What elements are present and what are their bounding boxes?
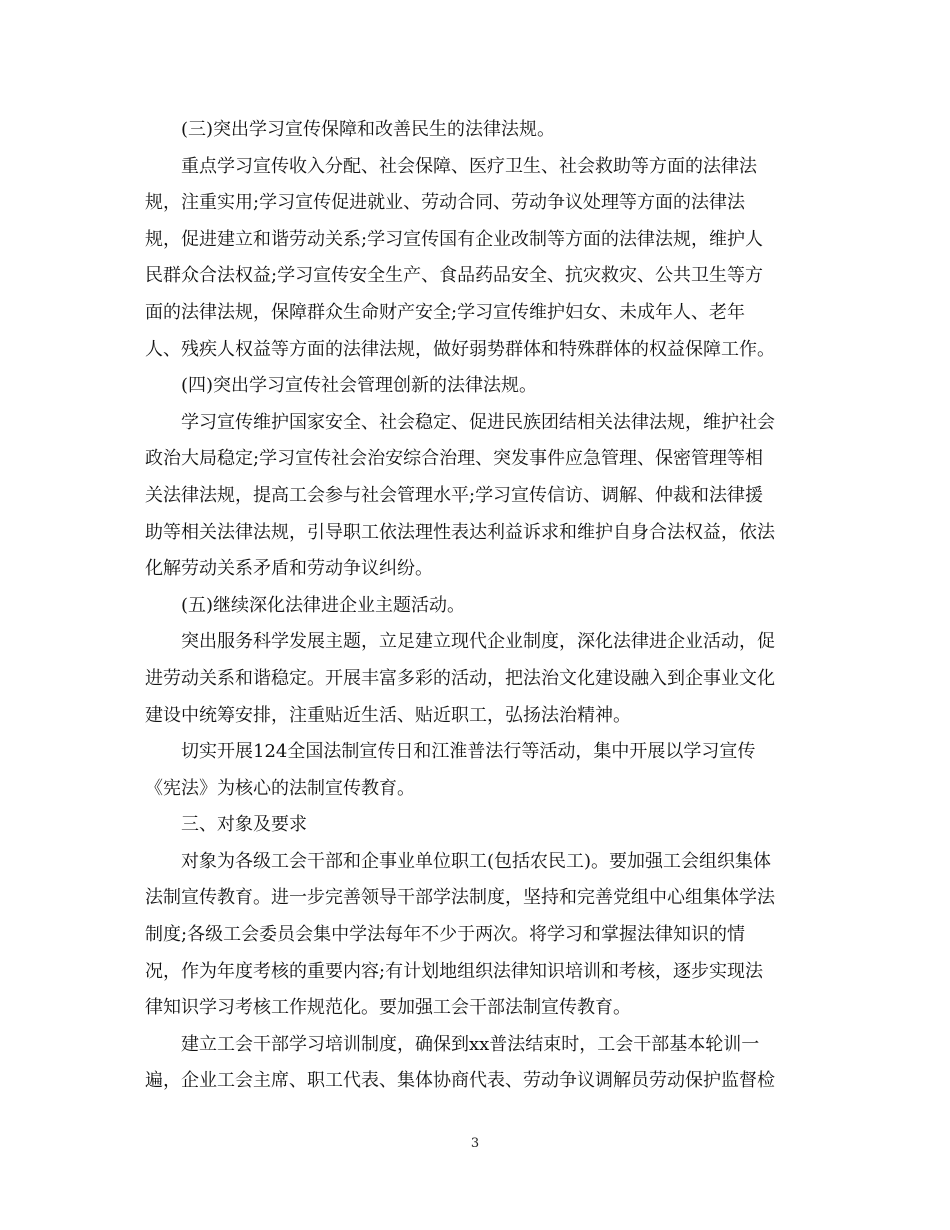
text-line: 法制宣传教育。进一步完善领导干部学法制度，坚持和完善党组中心组集体学法 [145, 887, 775, 909]
text-line: 民群众合法权益;学习宣传安全生产、食品药品安全、抗灾救灾、公共卫生等方 [145, 265, 764, 287]
text-line: 遍，企业工会主席、职工代表、集体协商代表、劳动争议调解员劳动保护监督检 [145, 1070, 775, 1092]
text-line: 建设中统筹安排，注重贴近生活、贴近职工，弘扬法治精神。 [145, 704, 631, 726]
text-line: 对象为各级工会干部和企事业单位职工(包括农民工)。要加强工会组织集体 [181, 850, 772, 872]
text-line: 三、对象及要求 [181, 814, 307, 836]
text-line: 规，注重实用;学习宣传促进就业、劳动合同、劳动争议处理等方面的法律法 [145, 192, 746, 214]
text-line: 进劳动关系和谐稳定。开展丰富多彩的活动，把法治文化建设融入到企事业文化 [145, 667, 775, 689]
text-line: 关法律法规，提高工会参与社会管理水平;学习宣传信访、调解、仲裁和法律援 [145, 484, 764, 506]
page-number: 3 [470, 1136, 480, 1151]
text-line: 重点学习宣传收入分配、社会保障、医疗卫生、社会救助等方面的法律法 [181, 155, 757, 177]
text-line: (三)突出学习宣传保障和改善民生的法律法规。 [181, 119, 556, 140]
text-line: 《宪法》为核心的法制宣传教育。 [145, 777, 415, 799]
text-line: 助等相关法律法规，引导职工依法理性表达利益诉求和维护自身合法权益，依法 [145, 521, 775, 543]
text-line: 切实开展124全国法制宣传日和江淮普法行等活动，集中开展以学习宣传 [181, 741, 756, 763]
text-line: 面的法律法规，保障群众生命财产安全;学习宣传维护妇女、未成年人、老年 [145, 301, 746, 323]
text-line: (五)继续深化法律进企业主题活动。 [181, 594, 466, 616]
text-line: 制度;各级工会委员会集中学法每年不少于两次。将学习和掌握法律知识的情 [145, 924, 746, 946]
text-line: 建立工会干部学习培训制度，确保到xx普法结束时，工会干部基本轮训一 [181, 1033, 760, 1055]
text-line: 学习宣传维护国家安全、社会稳定、促进民族团结相关法律法规，维护社会 [181, 411, 775, 433]
text-line: 况，作为年度考核的重要内容;有计划地组织法律知识培训和考核，逐步实现法 [145, 960, 764, 982]
text-line: 突出服务科学发展主题，立足建立现代企业制度，深化法律进企业活动，促 [181, 631, 775, 653]
text-line: 人、残疾人权益等方面的法律法规，做好弱势群体和特殊群体的权益保障工作。 [145, 338, 775, 360]
text-line: 化解劳动关系矛盾和劳动争议纠纷。 [145, 558, 433, 580]
text-line: 规，促进建立和谐劳动关系;学习宣传国有企业改制等方面的法律法规，维护人 [145, 228, 764, 250]
text-line: 政治大局稳定;学习宣传社会治安综合治理、突发事件应急管理、保密管理等相 [145, 448, 764, 470]
text-line: 律知识学习考核工作规范化。要加强工会干部法制宣传教育。 [145, 997, 631, 1019]
text-line: (四)突出学习宣传社会管理创新的法律法规。 [181, 375, 538, 397]
document-body [145, 112, 805, 1100]
